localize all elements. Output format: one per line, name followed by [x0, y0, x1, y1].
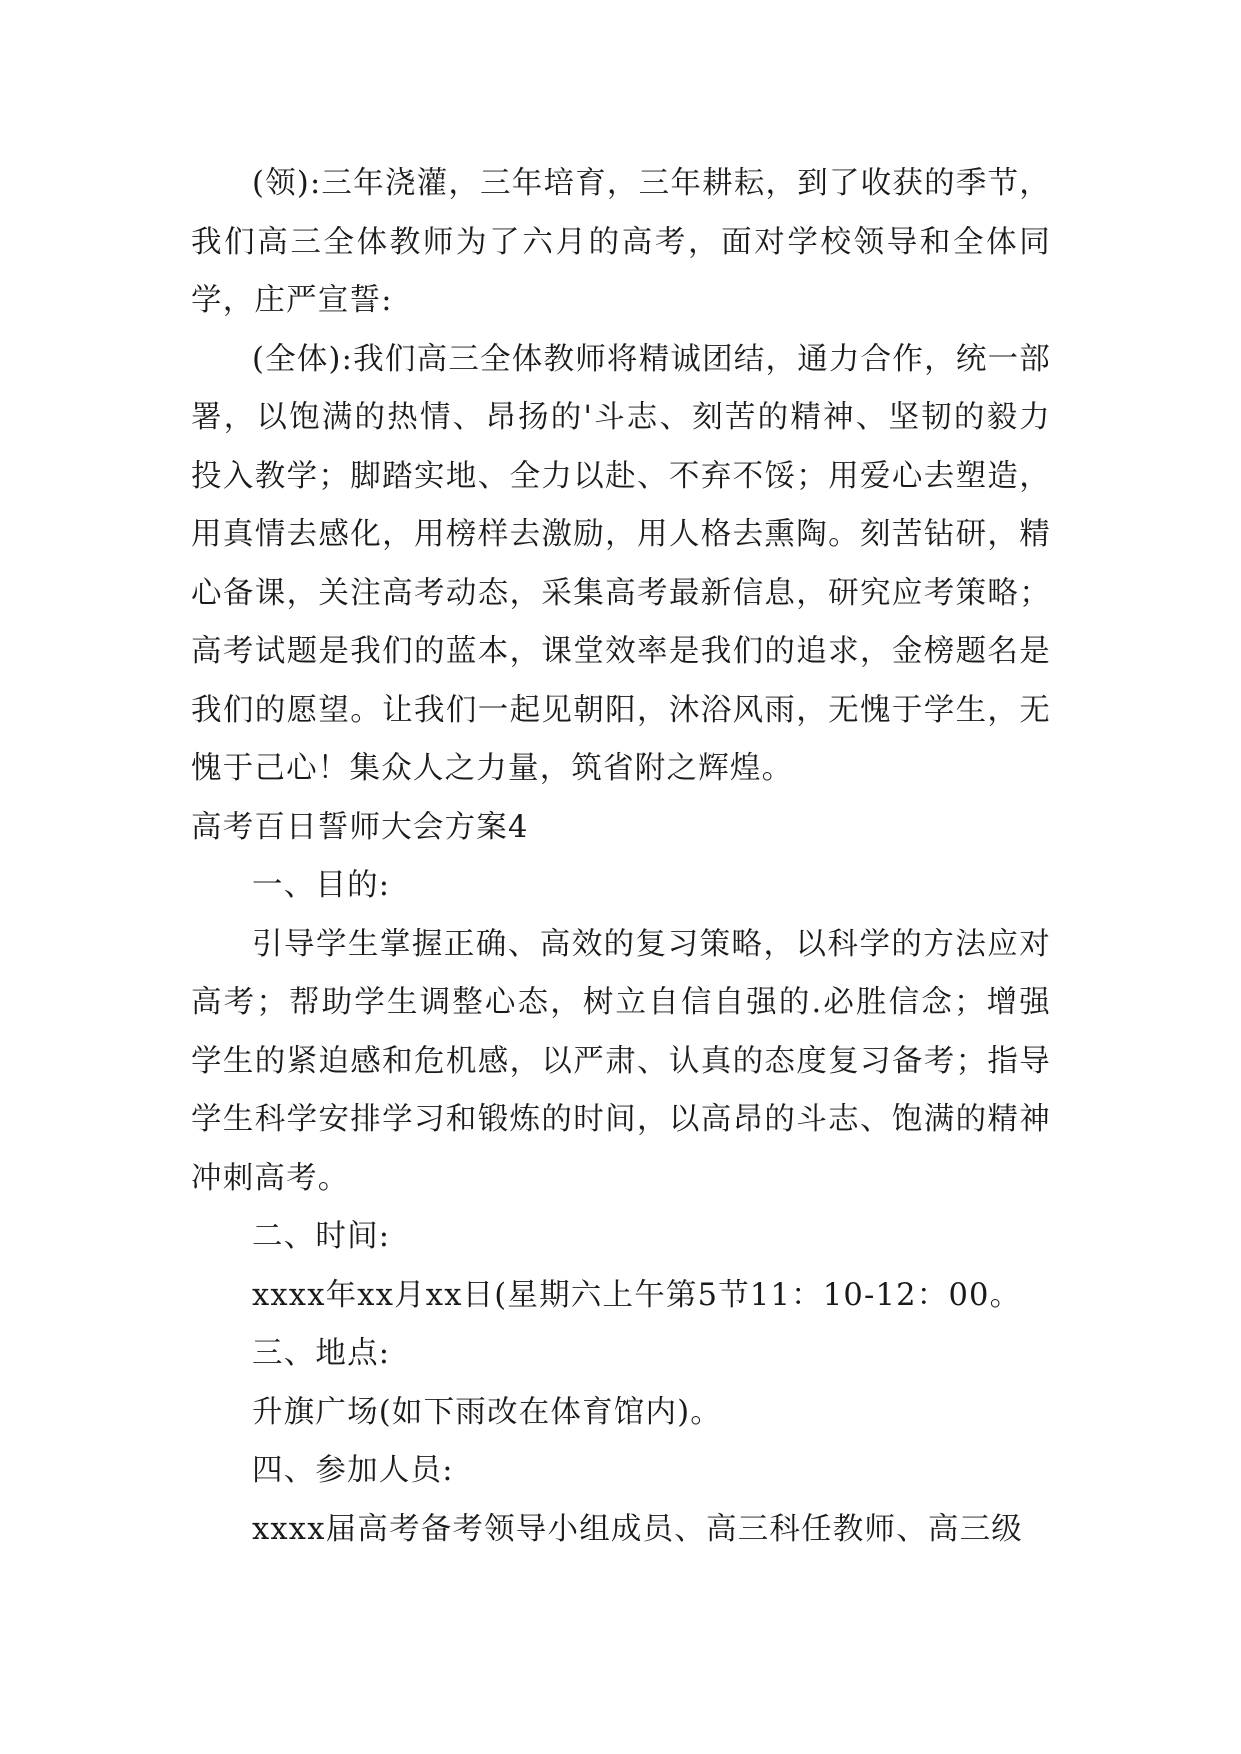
section-heading-place: 三、地点: [252, 1336, 391, 1371]
section-heading-purpose: 一、目的: [252, 868, 391, 903]
paragraph-participants: xxxx届高考备考领导小组成员、高三科任教师、高三级 [252, 1511, 1024, 1547]
paragraph-purpose: 引导学生掌握正确、高效的复习策略，以科学的方法应对高考；帮助学生调整心态，树立自信自强的.必胜信念；增强学生的紧迫感和危机感，以严肃、认真的态度复习备考；指导学生科学安排学习和锻炼的时间，以高昂的斗志、饱满的精神冲刺高考。 [191, 926, 1051, 1196]
paragraph-all-oath: (全体):我们高三全体教师将精诚团结，通力合作，统一部署，以饱满的热情、昂扬的'斗志、刻苦的精神、坚韧的毅力投入教学；脚踏实地、全力以赴、不弃不馁；用爱心去塑造，用真情去感化，用榜样去激励，用人格去熏陶。刻苦钻研，精心备课，关注高考动态，采集高考最新信息，研究应考策略；高考试题是我们的蓝本，课堂效率是我们的追求，金榜题名是我们的愿望。让我们一起见朝阳，沐浴风雨，无愧于学生，无愧于己心！集众人之力量，筑省附之辉煌。 [191, 341, 1051, 786]
plan-title: 高考百日誓师大会方案4 [191, 809, 529, 845]
section-heading-participants: 四、参加人员: [252, 1453, 454, 1488]
document-body [191, 155, 1051, 1559]
paragraph-time: xxxx年xx月xx日(星期六上午第5节11：10-12：00。 [252, 1277, 1022, 1313]
section-heading-time: 二、时间: [252, 1219, 391, 1254]
paragraph-leader-oath: (领):三年浇灌，三年培育，三年耕耘，到了收获的季节，我们高三全体教师为了六月的高考，面对学校领导和全体同学，庄严宣誓: [191, 166, 1051, 318]
paragraph-place: 升旗广场(如下雨改在体育馆内)。 [252, 1394, 722, 1430]
